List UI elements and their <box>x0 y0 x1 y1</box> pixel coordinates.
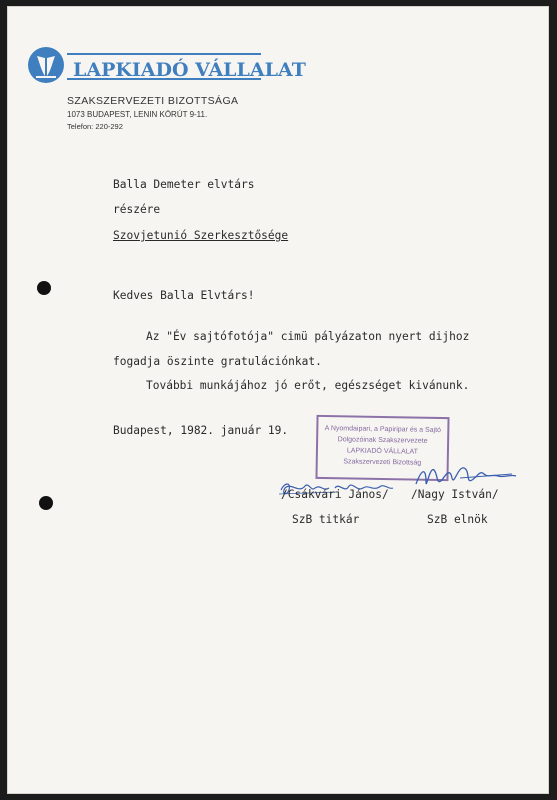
letter-page <box>7 6 549 794</box>
recipient-organization: Szovjetunió Szerkesztősége <box>113 229 289 242</box>
recipient-name: Balla Demeter elvtárs <box>113 178 255 191</box>
body-paragraph-1-line-2: fogadja öszinte gratulációnkat. <box>113 355 322 368</box>
signatory-1-name: /Csákvári János/ <box>281 488 389 501</box>
address: 1073 BUDAPEST, LENIN KÖRÚT 9-11. <box>67 110 208 119</box>
signatory-1-title: SzB titkár <box>292 513 360 526</box>
salutation: Kedves Balla Elvtárs! <box>113 289 255 302</box>
body-paragraph-1-line-1: Az "Év sajtófotója" cimü pályázaton nyert dijhoz <box>146 330 470 343</box>
letter-date: Budapest, 1982. január 19. <box>113 424 289 437</box>
punch-hole-bottom <box>39 496 53 510</box>
recipient-for: részére <box>113 203 161 216</box>
committee-name: SZAKSZERVEZETI BIZOTTSÁGA <box>67 95 239 107</box>
company-name: LAPKIADÓ VÁLLALAT <box>73 59 306 81</box>
company-logo-icon <box>27 46 67 84</box>
stamp-line-3: LAPKIADÓ VÁLLALAT <box>346 447 419 456</box>
stamp-line-4: Szakszervezeti Bizottság <box>343 458 422 467</box>
logo-rule-top <box>67 53 261 55</box>
body-paragraph-2: További munkájához jó erőt, egészséget kivánunk. <box>146 379 470 392</box>
stamp-line-1: A Nyomdaipari, a Papiripar és a Sajtó <box>324 424 442 435</box>
punch-hole-top <box>37 281 51 295</box>
stamp-line-2: Dolgozóinak Szakszervezete <box>337 436 428 445</box>
phone: Telefon: 220-292 <box>67 122 123 131</box>
signatory-2-name: /Nagy István/ <box>411 488 499 501</box>
signatory-2-title: SzB elnök <box>427 513 488 526</box>
